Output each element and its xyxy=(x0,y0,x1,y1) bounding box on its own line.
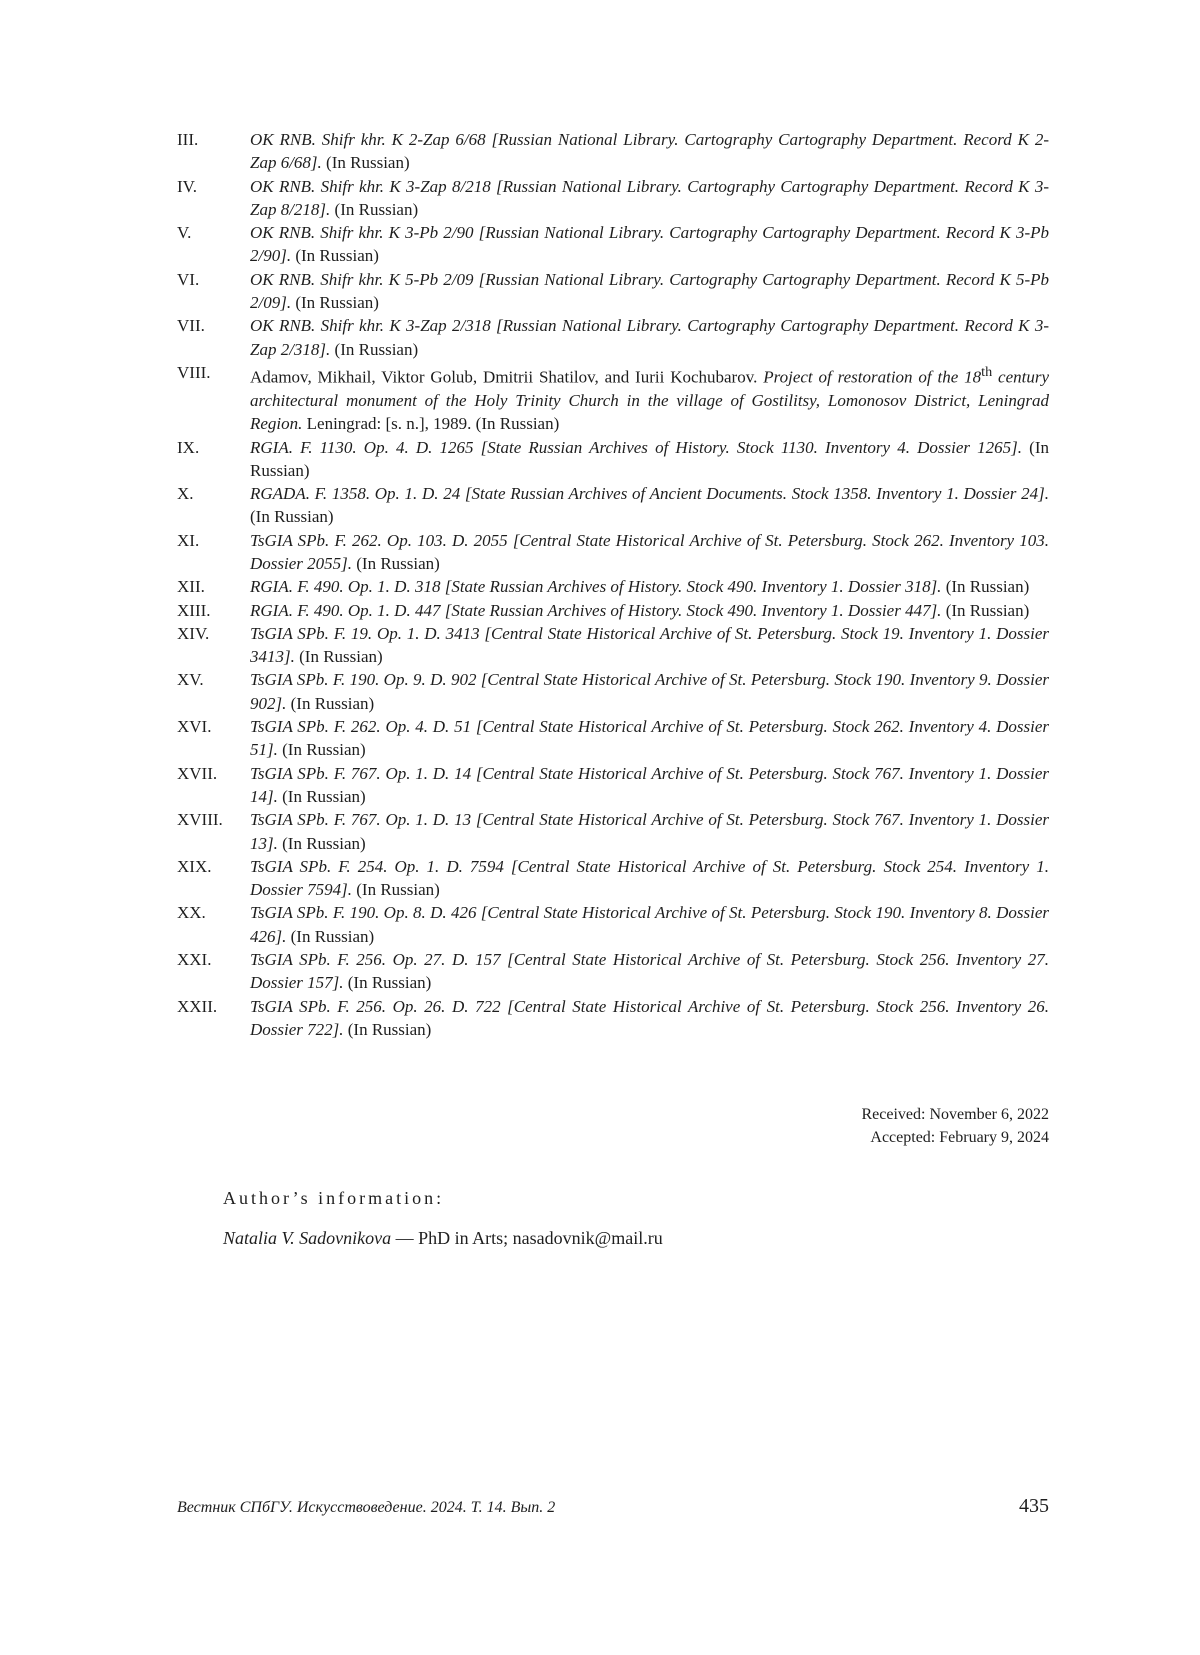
reference-text xyxy=(250,948,1049,995)
reference-item xyxy=(177,175,1049,222)
reference-note: (In Russian) xyxy=(277,833,366,853)
reference-note: (In Russian) xyxy=(343,973,432,993)
reference-note: (In Russian) xyxy=(343,1019,432,1039)
reference-number: XX. xyxy=(177,903,206,923)
reference-title-continued: century architectural monument of the Holy Trinity Church in the village of Gostilitsy, Lomonosov District, Leningrad Region. xyxy=(250,367,1049,434)
reference-number: VIII. xyxy=(177,362,211,382)
reference-item xyxy=(177,948,1049,995)
reference-item xyxy=(177,575,1049,598)
reference-note: (In Russian) xyxy=(286,693,375,713)
reference-note: (In Russian) xyxy=(294,647,383,667)
reference-superscript: th xyxy=(981,363,993,380)
reference-title: TsGIA SPb. F. 767. Op. 1. D. 14 [Central State Historical Archive of St. Petersburg. Stock 767. Inventory 1. Dossier 14]. xyxy=(250,763,1049,806)
reference-title: TsGIA SPb. F. 262. Op. 103. D. 2055 [Central State Historical Archive of St. Petersburg. Stock 262. Inventory 103. Dossier 2055]. xyxy=(250,530,1049,573)
reference-item xyxy=(177,314,1049,361)
reference-text xyxy=(250,808,1049,855)
reference-title: OK RNB. Shifr khr. K 2-Zap 6/68 [Russian National Library. Cartography Cartography Department. Record K 2-Zap 6/68]. xyxy=(250,130,1049,173)
reference-item xyxy=(177,668,1049,715)
reference-number: XIII. xyxy=(177,600,211,620)
reference-title: TsGIA SPb. F. 256. Op. 26. D. 722 [Central State Historical Archive of St. Petersburg. Stock 256. Inventory 26. Dossier 722]. xyxy=(250,996,1049,1039)
reference-note: (In Russian) xyxy=(286,926,375,946)
reference-item xyxy=(177,622,1049,669)
author-name: Natalia V. Sadovnikova xyxy=(223,1228,392,1248)
reference-text xyxy=(250,599,1049,622)
reference-number: VI. xyxy=(177,269,200,289)
reference-title: OK RNB. Shifr khr. K 3-Zap 8/218 [Russian National Library. Cartography Cartography Department. Record K 3-Zap 8/218]. xyxy=(250,176,1049,219)
received-date: Received: November 6, 2022 xyxy=(861,1106,1049,1123)
reference-text xyxy=(250,901,1049,948)
reference-text xyxy=(250,995,1049,1042)
reference-number: XVI. xyxy=(177,717,212,737)
reference-text xyxy=(250,436,1049,483)
reference-title: TsGIA SPb. F. 262. Op. 4. D. 51 [Central State Historical Archive of St. Petersburg. Stock 262. Inventory 4. Dossier 51]. xyxy=(250,717,1049,760)
reference-number: XV. xyxy=(177,670,204,690)
reference-item xyxy=(177,762,1049,809)
reference-note: (In Russian) xyxy=(250,437,1049,480)
reference-title: TsGIA SPb. F. 19. Op. 1. D. 3413 [Central State Historical Archive of St. Petersburg. Stock 19. Inventory 1. Dossier 3413]. xyxy=(250,623,1049,667)
reference-note: Leningrad: [s. n.], 1989. (In Russian) xyxy=(302,414,560,434)
reference-number: III. xyxy=(177,130,199,149)
reference-text xyxy=(250,855,1049,902)
reference-item xyxy=(177,715,1049,762)
reference-number: XIV. xyxy=(177,623,210,643)
author-info xyxy=(223,1228,663,1249)
reference-note: (In Russian) xyxy=(277,786,366,806)
reference-title: OK RNB. Shifr khr. K 3-Pb 2/90 [Russian National Library. Cartography Cartography Department. Record K 3-Pb 2/90]. xyxy=(250,223,1049,266)
reference-title: RGIA. F. 1130. Op. 4. D. 1265 [State Russian Archives of History. Stock 1130. Inventory 4. Dossier 1265]. xyxy=(250,437,1023,457)
reference-authors: Adamov, Mikhail, Viktor Golub, Dmitrii Shatilov, and Iurii Kochubarov. xyxy=(250,367,764,387)
reference-item xyxy=(177,221,1049,268)
reference-item xyxy=(177,901,1049,948)
reference-item xyxy=(177,436,1049,483)
reference-number: XXI. xyxy=(177,950,212,970)
reference-note: (In Russian) xyxy=(941,577,1030,597)
reference-list xyxy=(177,128,1049,1041)
reference-title: TsGIA SPb. F. 767. Op. 1. D. 13 [Central State Historical Archive of St. Petersburg. Stock 767. Inventory 1. Dossier 13]. xyxy=(250,810,1049,853)
reference-item xyxy=(177,808,1049,855)
reference-title: TsGIA SPb. F. 190. Op. 9. D. 902 [Central State Historical Archive of St. Petersburg. Stock 190. Inventory 9. Dossier 902]. xyxy=(250,670,1049,713)
reference-text xyxy=(250,128,1049,175)
reference-note: (In Russian) xyxy=(291,293,379,313)
accepted-date: Accepted: February 9, 2024 xyxy=(870,1129,1049,1146)
reference-text xyxy=(250,622,1049,669)
reference-text xyxy=(250,268,1049,315)
author-details: — PhD in Arts; nasadovnik@mail.ru xyxy=(391,1228,663,1248)
reference-note: (In Russian) xyxy=(941,600,1030,620)
reference-title: RGIA. F. 490. Op. 1. D. 318 [State Russian Archives of History. Stock 490. Inventory 1. Dossier 318]. xyxy=(250,577,942,597)
reference-note: (In Russian) xyxy=(352,554,440,573)
reference-item xyxy=(177,482,1049,529)
reference-text xyxy=(250,575,1049,598)
reference-number: XVIII. xyxy=(177,810,223,830)
page-footer xyxy=(177,1495,1049,1518)
reference-note: (In Russian) xyxy=(330,199,419,219)
reference-title: Project of restoration of the 18 xyxy=(763,367,982,387)
author-info-heading: Author’s information: xyxy=(223,1188,445,1208)
reference-item xyxy=(177,995,1049,1042)
reference-text xyxy=(250,175,1049,222)
reference-number: XII. xyxy=(177,577,205,597)
reference-item xyxy=(177,855,1049,902)
reference-item xyxy=(177,361,1049,436)
reference-text xyxy=(250,715,1049,762)
journal-title: Вестник СПбГУ. Искусствоведение. 2024. Т. 14. Вып. 2 xyxy=(177,1499,556,1516)
reference-number: IV. xyxy=(177,176,197,196)
reference-number: XI. xyxy=(177,530,200,550)
reference-number: V. xyxy=(177,223,192,243)
reference-text xyxy=(250,762,1049,809)
reference-text xyxy=(250,314,1049,361)
reference-number: VII. xyxy=(177,316,205,336)
reference-title: TsGIA SPb. F. 190. Op. 8. D. 426 [Central State Historical Archive of St. Petersburg. Stock 190. Inventory 8. Dossier 426]. xyxy=(250,903,1049,946)
reference-title: TsGIA SPb. F. 254. Op. 1. D. 7594 [Central State Historical Archive of St. Petersburg. Stock 254. Inventory 1. Dossier 7594]. xyxy=(250,856,1049,900)
reference-note: (In Russian) xyxy=(321,153,410,173)
reference-note: (In Russian) xyxy=(250,507,334,527)
page-number: 435 xyxy=(1019,1495,1049,1517)
reference-title: TsGIA SPb. F. 256. Op. 27. D. 157 [Central State Historical Archive of St. Petersburg. Stock 256. Inventory 27. Dossier 157]. xyxy=(250,950,1049,993)
reference-title: OK RNB. Shifr khr. K 3-Zap 2/318 [Russian National Library. Cartography Cartography Department. Record K 3-Zap 2/318]. xyxy=(250,316,1049,359)
reference-note: (In Russian) xyxy=(277,740,366,760)
reference-text xyxy=(250,668,1049,715)
submission-dates xyxy=(862,1103,1050,1149)
reference-note: (In Russian) xyxy=(330,339,419,359)
reference-note: (In Russian) xyxy=(352,880,440,900)
reference-number: XIX. xyxy=(177,856,212,876)
reference-title: OK RNB. Shifr khr. K 5-Pb 2/09 [Russian National Library. Cartography Cartography Department. Record K 5-Pb 2/09]. xyxy=(250,269,1049,313)
reference-text xyxy=(250,361,1049,436)
reference-item xyxy=(177,599,1049,622)
reference-item xyxy=(177,128,1049,175)
reference-title: RGIA. F. 490. Op. 1. D. 447 [State Russian Archives of History. Stock 490. Inventory 1. Dossier 447]. xyxy=(250,600,942,620)
reference-text xyxy=(250,482,1049,529)
reference-item xyxy=(177,268,1049,315)
reference-number: IX. xyxy=(177,437,200,457)
reference-note: (In Russian) xyxy=(291,246,379,266)
reference-text xyxy=(250,529,1049,576)
reference-number: X. xyxy=(177,484,194,504)
reference-title: RGADA. F. 1358. Op. 1. D. 24 [State Russian Archives of Ancient Documents. Stock 1358. Inventory 1. Dossier 24]. xyxy=(250,484,1049,504)
reference-number: XXII. xyxy=(177,996,218,1016)
reference-number: XVII. xyxy=(177,763,218,783)
reference-item xyxy=(177,529,1049,576)
reference-text xyxy=(250,221,1049,268)
